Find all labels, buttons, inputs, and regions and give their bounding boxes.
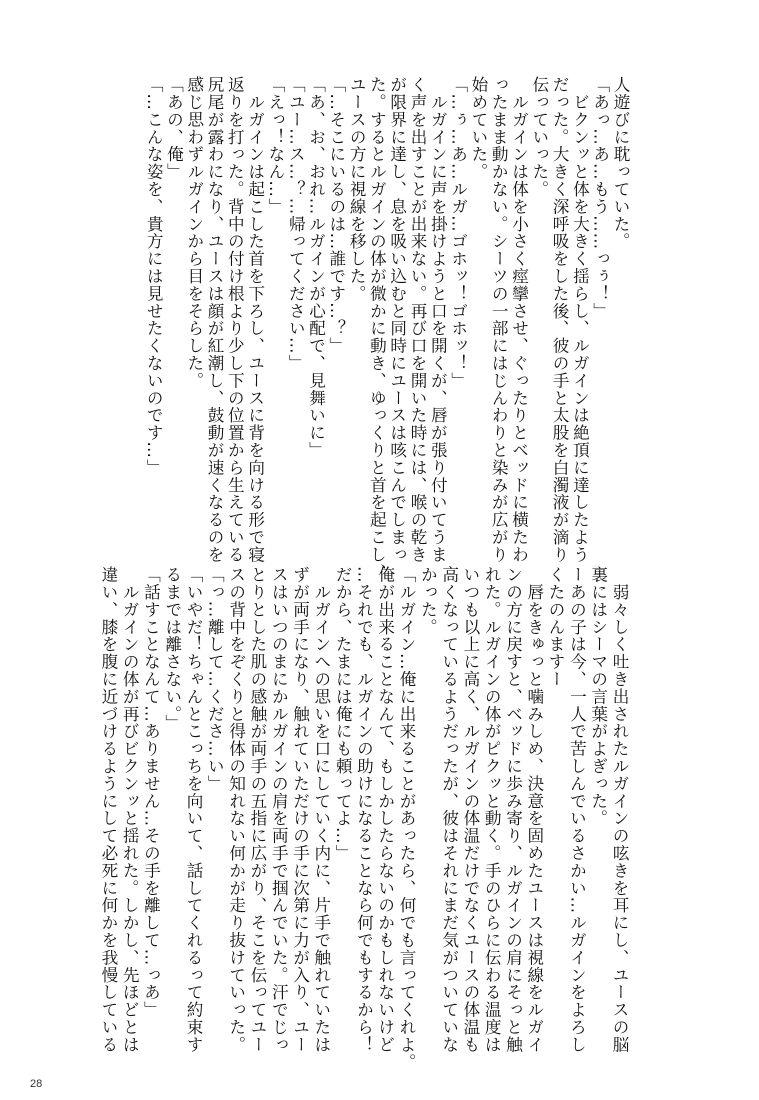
text-column: 「あの、俺」 — [164, 76, 184, 181]
text-column: 伝っていった。 — [529, 76, 549, 198]
text-column: ずが両手になり、触れていただけの手に次第に力が入り、ユー — [290, 566, 310, 1054]
text-column: 「ユー…ス…？…帰ってください…」 — [286, 76, 306, 372]
text-column: 「いやだ！ちゃんとこっちを向いて、話してくれるって約束す — [184, 566, 204, 1054]
text-column: 「あ、お、おれ…ルガインが心配で、見舞いに」 — [306, 76, 326, 459]
text-block-top — [143, 76, 630, 581]
text-column: ったまま動かない。シーツの一部にはじんわりと染みが広がり — [489, 76, 509, 564]
text-column: ルガインの体が再びビクンッと揺れた。しかし、先ほどとは — [120, 566, 140, 1054]
text-column: ユースの方に視線を移した。 — [347, 76, 367, 303]
text-column: 「あっ…あ…もう……っぅ！」 — [590, 76, 610, 320]
text-column: ルガインは体を小さく痙攣させ、ぐったりとベッドに横たわ — [509, 76, 529, 564]
text-column: た。するとルガインの体が微かに動き、ゆっくりと首を起こし、 — [367, 76, 387, 581]
text-column: スはいつのまにかルガインの肩を両手で掴んでいた。汗でじっ — [269, 566, 289, 1054]
text-column: かった。 — [418, 566, 438, 636]
text-column: くたのんますー — [546, 566, 566, 688]
text-column: 裏にはシーマの言葉がよぎった。 — [588, 566, 608, 827]
text-column: だった。大きく深呼吸をした後、彼の手と太股を白濁液が滴り — [550, 76, 570, 564]
text-column: 違い、膝を腹に近づけるようにして必死に何かを我慢している — [98, 566, 118, 1054]
text-column: 人遊びに耽っていた。 — [611, 76, 630, 250]
text-column: 俺が出来ることなんて、もしかしたらないのかもしれないけど — [375, 566, 395, 1054]
text-column: ルガインへの思いを口にしていく内に、片手で触れていたは — [311, 566, 331, 1054]
text-column: 「…ぅ…あ…ルガ…ゴホッ！ゴホッ！」 — [448, 76, 468, 390]
text-column: 感じ思わずルガインから目をそらした。 — [184, 76, 204, 390]
text-column: ビクンッと体を大きく揺らし、ルガインは絶頂に達したよう — [570, 76, 590, 564]
text-column: 「ルガイン…俺に出来ることがあったら、何でも言ってくれよ。 — [397, 566, 417, 1071]
text-column: 「っ…離して…くださ…い」 — [205, 566, 225, 793]
text-column: いつも以上に高く、ルガインの体温だけでなくユースの体温も — [460, 566, 480, 1054]
text-column: が限界に達し、息を吸い込むと同時にユースは咳こんでしまっ — [387, 76, 407, 564]
text-column: れた。ルガインの体がピクッと動く。手のひらに伝わる温度は — [482, 566, 502, 1054]
text-column: 始めていた。 — [468, 76, 488, 181]
text-column: とりとした肌の感触が両手の五指に広がり、そこを伝ってユー — [247, 566, 267, 1054]
text-column: ルガインは起こした首を下ろし、ユースに背を向ける形で寝 — [245, 76, 265, 564]
text-column: 尻尾が露わになり、ユースは顔が紅潮し、鼓動が速くなるのを — [205, 76, 225, 564]
text-column: ルガインに声を掛けようと口を開くが、唇が張り付いてうま — [428, 76, 448, 564]
text-column: だから、たまには俺にも頼ってよ…」 — [333, 566, 353, 862]
text-column: ンの方に戻すと、ベッドに歩み寄り、ルガインの肩にそっと触 — [503, 566, 523, 1054]
page-number: 28 — [30, 1078, 43, 1090]
text-column: るまでは離さない。」 — [162, 566, 182, 732]
text-column: 「えっ！なん…」 — [265, 76, 285, 216]
text-column: …それでも、ルガインの助けになることなら何でもするから！ — [354, 566, 374, 1054]
text-column: 弱々しく吐き出されたルガインの呟きを耳にし、ユースの脳 — [610, 566, 629, 1054]
text-column: 「…そこにいるのは…誰です…？」 — [326, 76, 346, 355]
text-column: 「…こんな姿を、貴方には見せたくないのです…」 — [144, 76, 164, 477]
text-column: 返りを打った。背中の付け根より少し下の位置から生えている — [225, 76, 245, 564]
text-column: 唇をきゅっと噛みしめ、決意を固めたユースは視線をルガイ — [524, 566, 544, 1054]
text-column: ーあの子は今、一人で苦しんでいるさかい…ルガインをよろし — [567, 566, 587, 1054]
text-column: 「話すことなんて…ありません…その手を離して…っあ」 — [141, 566, 161, 1019]
text-column: く声を出すことが出来ない。再び口を開いた時には、喉の乾き — [408, 76, 428, 564]
text-column: 高くなっているようだったが、彼はそれにまだ気がついていな — [439, 566, 459, 1054]
text-block-bottom — [98, 566, 630, 1071]
text-column: スの背中をぞくりと得体の知れない何かが走り抜けていった。 — [226, 566, 246, 1054]
